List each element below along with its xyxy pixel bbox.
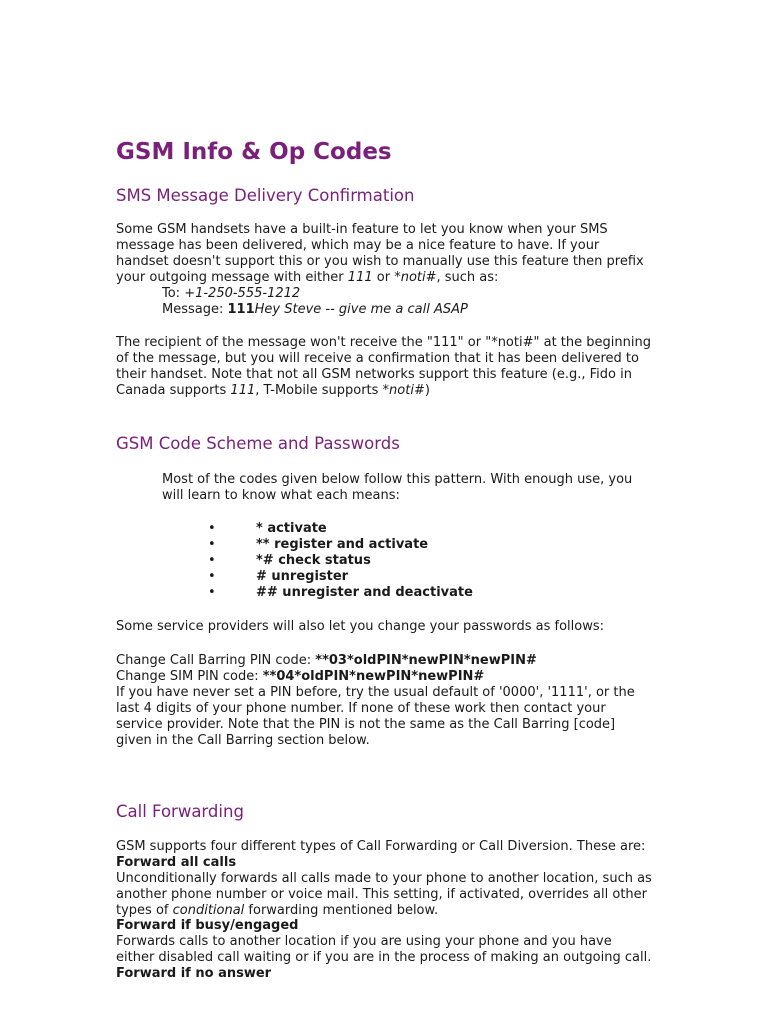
- bullet-marker: •: [208, 585, 216, 600]
- forward-all-desc-line-1: Unconditionally forwards all calls made to your phone to another location, such as: [116, 871, 652, 886]
- scheme-intro-line-2: will learn to know what each means:: [162, 488, 400, 503]
- forward-all-desc-line-3: types of conditional forwarding mentioned below.: [116, 903, 439, 918]
- scheme-intro-line-1: Most of the codes given below follow this pattern. With enough use, you: [162, 472, 633, 487]
- pin-note-line-3: service provider. Note that the PIN is not the same as the Call Barring [code]: [116, 717, 616, 732]
- sms-example-message: Message: 111Hey Steve -- give me a call ASAP: [162, 302, 468, 317]
- list-item: ** register and activate: [256, 537, 429, 552]
- sms-example-to: To: +1-250-555-1212: [162, 286, 301, 301]
- forwarding-intro: GSM supports four different types of Call Forwarding or Call Diversion. These are:: [116, 839, 646, 854]
- sim-pin-line: Change SIM PIN code: **04*oldPIN*newPIN*newPIN#: [116, 669, 485, 684]
- sms-note-line-4: Canada supports 111, T-Mobile supports *noti#): [116, 383, 430, 398]
- sms-intro-line-1: Some GSM handsets have a built-in feature to let you know when your SMS: [116, 222, 608, 237]
- list-item: ## unregister and deactivate: [256, 585, 473, 600]
- forward-all-title: Forward all calls: [116, 855, 237, 870]
- pin-note-line-4: given in the Call Barring section below.: [116, 733, 370, 748]
- page-title: GSM Info & Op Codes: [116, 139, 392, 165]
- forwarding-heading: Call Forwarding: [116, 802, 244, 821]
- sms-note-line-1: The recipient of the message won't receive the "111" or "*noti#" at the beginning: [116, 335, 651, 350]
- sms-intro-line-4: your outgoing message with either 111 or *noti#, such as:: [116, 270, 499, 285]
- forward-noanswer-title: Forward if no answer: [116, 966, 272, 981]
- passwords-intro: Some service providers will also let you change your passwords as follows:: [116, 619, 604, 634]
- sms-note-line-2: of the message, but you will receive a confirmation that it has been delivered to: [116, 351, 639, 366]
- bullet-marker: •: [208, 569, 216, 584]
- list-item: # unregister: [256, 569, 349, 584]
- forward-busy-desc-line-1: Forwards calls to another location if you are using your phone and you have: [116, 934, 612, 949]
- sms-intro-line-2: message has been delivered, which may be a nice feature to have. If your: [116, 238, 600, 253]
- pin-note-line-1: If you have never set a PIN before, try the usual default of '0000', '1111', or the: [116, 685, 635, 700]
- forward-busy-desc-line-2: either disabled call waiting or if you are in the process of making an outgoing call.: [116, 950, 652, 965]
- sms-note-line-3: their handset. Note that not all GSM networks support this feature (e.g., Fido in: [116, 367, 632, 382]
- barring-pin-line: Change Call Barring PIN code: **03*oldPIN*newPIN*newPIN#: [116, 653, 537, 668]
- list-item: *# check status: [256, 553, 371, 568]
- pin-note-line-2: last 4 digits of your phone number. If none of these work then contact your: [116, 701, 606, 716]
- list-item: * activate: [256, 521, 327, 536]
- bullet-marker: •: [208, 537, 216, 552]
- forward-busy-title: Forward if busy/engaged: [116, 918, 299, 933]
- bullet-marker: •: [208, 553, 216, 568]
- scheme-heading: GSM Code Scheme and Passwords: [116, 434, 400, 453]
- forward-all-desc-line-2: another phone number or voice mail. This setting, if activated, overrides all other: [116, 887, 648, 902]
- sms-heading: SMS Message Delivery Confirmation: [116, 186, 415, 205]
- sms-intro-line-3: handset doesn't support this or you wish to manually use this feature then prefix: [116, 254, 644, 269]
- bullet-marker: •: [208, 521, 216, 536]
